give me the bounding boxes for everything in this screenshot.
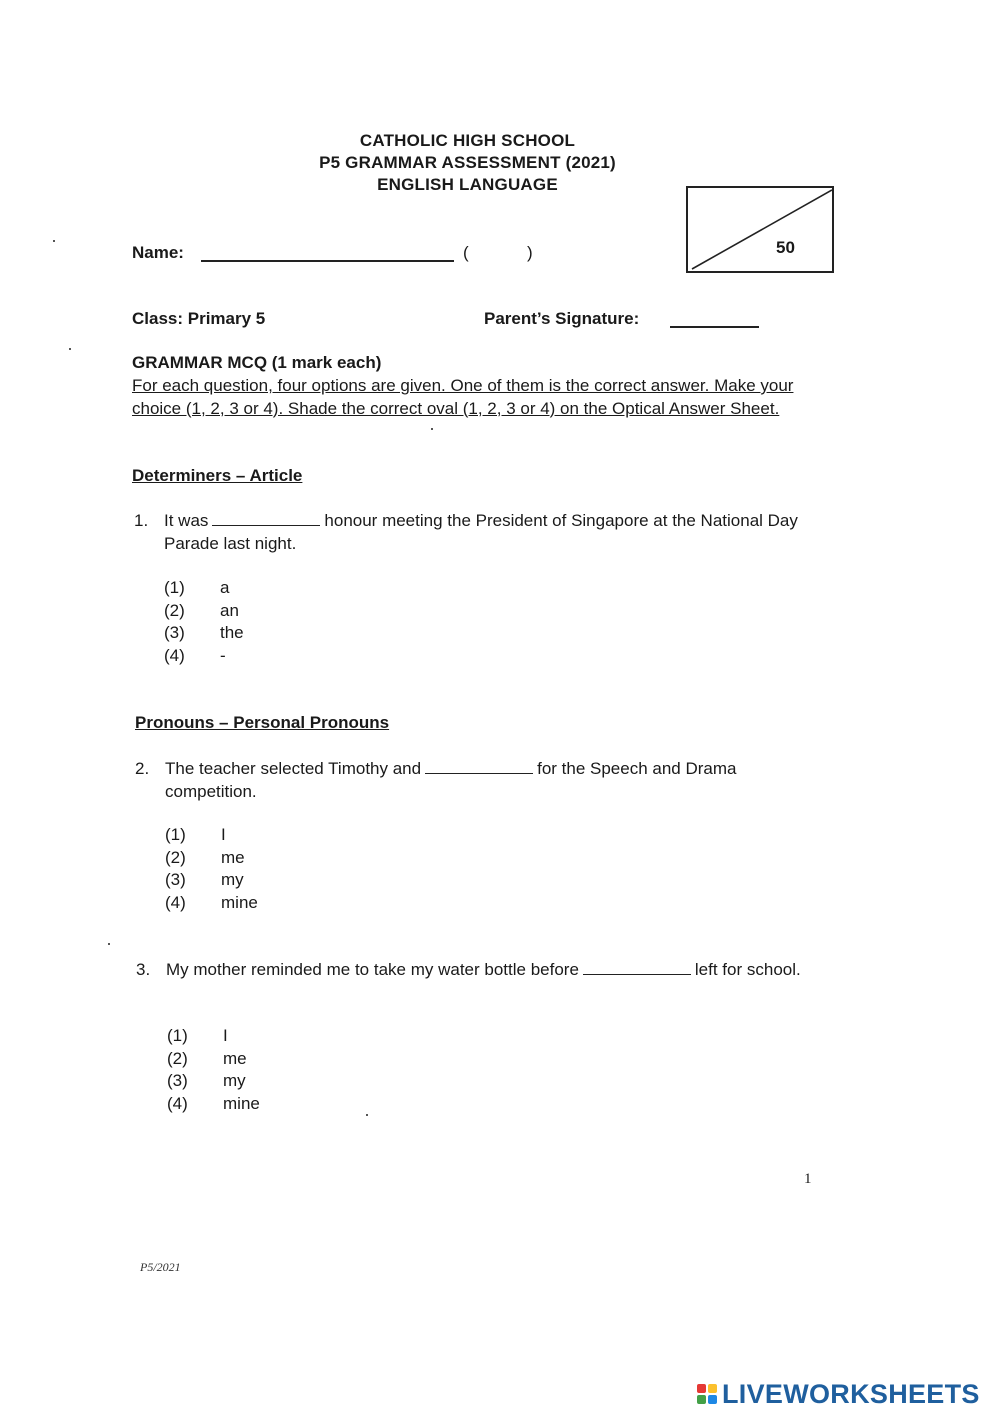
option-text: mine — [221, 892, 258, 912]
logo-square — [708, 1384, 717, 1393]
option-text: mine — [223, 1093, 260, 1113]
option-text: my — [221, 870, 244, 889]
question-text-before: It was — [164, 511, 209, 530]
scan-speck — [69, 348, 71, 350]
question-number: 2. — [135, 759, 150, 778]
option-number: (2) — [167, 1048, 188, 1068]
section-title-pronouns: Pronouns – Personal Pronouns — [135, 713, 390, 732]
question-2 — [135, 758, 835, 803]
option[interactable] — [164, 601, 244, 624]
option[interactable] — [164, 623, 244, 646]
scan-speck — [431, 428, 433, 430]
name-label: Name: — [132, 243, 184, 262]
answer-blank — [425, 759, 533, 774]
option[interactable] — [165, 825, 258, 848]
class-label: Class: Primary 5 — [132, 309, 266, 328]
question-text-before: The teacher selected Timothy and — [165, 759, 422, 778]
option[interactable] — [164, 578, 244, 601]
score-box-diagonal — [688, 188, 832, 271]
option-number: (4) — [167, 1093, 188, 1113]
index-close-paren: ) — [527, 243, 533, 262]
option-number: (2) — [165, 847, 186, 867]
logo-square — [697, 1384, 706, 1393]
watermark-text: LIVEWORKSHEETS — [722, 1378, 980, 1409]
option[interactable] — [167, 1094, 260, 1117]
option-text: an — [220, 600, 239, 620]
assessment-title: P5 GRAMMAR ASSESSMENT (2021) — [319, 153, 616, 172]
section-title-determiners: Determiners – Article — [132, 466, 303, 485]
school-title: CATHOLIC HIGH SCHOOL — [359, 131, 576, 150]
liveworksheets-logo-icon — [697, 1384, 717, 1404]
question-number: 3. — [136, 960, 151, 979]
answer-blank — [583, 960, 691, 975]
option-number: (3) — [164, 623, 185, 642]
score-total: 50 — [776, 238, 795, 257]
score-box — [686, 186, 834, 273]
options-question-2 — [165, 825, 258, 915]
option[interactable] — [167, 1071, 260, 1094]
option-text: my — [223, 1071, 246, 1090]
option[interactable] — [165, 848, 258, 871]
option-text: a — [220, 578, 230, 597]
question-1 — [134, 510, 834, 555]
option-text: the — [220, 623, 244, 642]
question-text-after: left for school. — [694, 960, 801, 979]
options-question-1 — [164, 578, 244, 668]
mcq-heading: GRAMMAR MCQ (1 mark each) — [132, 353, 382, 372]
option-number: (4) — [164, 645, 185, 665]
option-text: - — [220, 645, 226, 665]
option[interactable] — [165, 893, 258, 916]
logo-square — [708, 1395, 717, 1404]
page-number: 1 — [804, 1171, 812, 1187]
option[interactable] — [164, 646, 244, 669]
question-text-after: honour meeting the President of Singapore at the National Day Parade last night. — [164, 511, 798, 553]
option-number: (2) — [164, 600, 185, 620]
scan-speck — [53, 240, 55, 242]
answer-blank — [212, 511, 320, 526]
option[interactable] — [167, 1026, 260, 1049]
option-text: me — [221, 847, 245, 867]
option-number: (1) — [167, 1026, 188, 1045]
option-number: (1) — [165, 825, 186, 844]
mcq-instructions: For each question, four options are given. One of them is the correct answer. Make your choice (1, 2, 3 or 4). Shade the correct oval (1, 2, 3 or 4) on the Optical Answer Sheet. — [132, 376, 794, 418]
subject-title: ENGLISH LANGUAGE — [377, 175, 558, 194]
option-number: (1) — [164, 578, 185, 597]
signature-field-line[interactable] — [670, 326, 759, 328]
option[interactable] — [167, 1049, 260, 1072]
document-code: P5/2021 — [140, 1260, 181, 1274]
options-question-3 — [167, 1026, 260, 1116]
option-number: (3) — [165, 870, 186, 889]
liveworksheets-watermark — [697, 1378, 980, 1410]
scan-speck — [366, 1114, 368, 1116]
index-open-paren: ( — [463, 243, 469, 262]
option-text: me — [223, 1048, 247, 1068]
logo-square — [697, 1395, 706, 1404]
question-text-before: My mother reminded me to take my water bottle before — [166, 960, 579, 979]
option-text: I — [221, 825, 226, 844]
option-text: I — [223, 1026, 228, 1045]
question-3 — [136, 959, 836, 982]
question-number: 1. — [134, 511, 149, 530]
option-number: (3) — [167, 1071, 188, 1090]
option[interactable] — [165, 870, 258, 893]
name-field-line[interactable] — [201, 260, 454, 262]
question-text-after: for the Speech and Drama competition. — [165, 759, 737, 801]
signature-label: Parent’s Signature: — [484, 309, 640, 328]
scan-speck — [108, 943, 110, 945]
option-number: (4) — [165, 892, 186, 912]
